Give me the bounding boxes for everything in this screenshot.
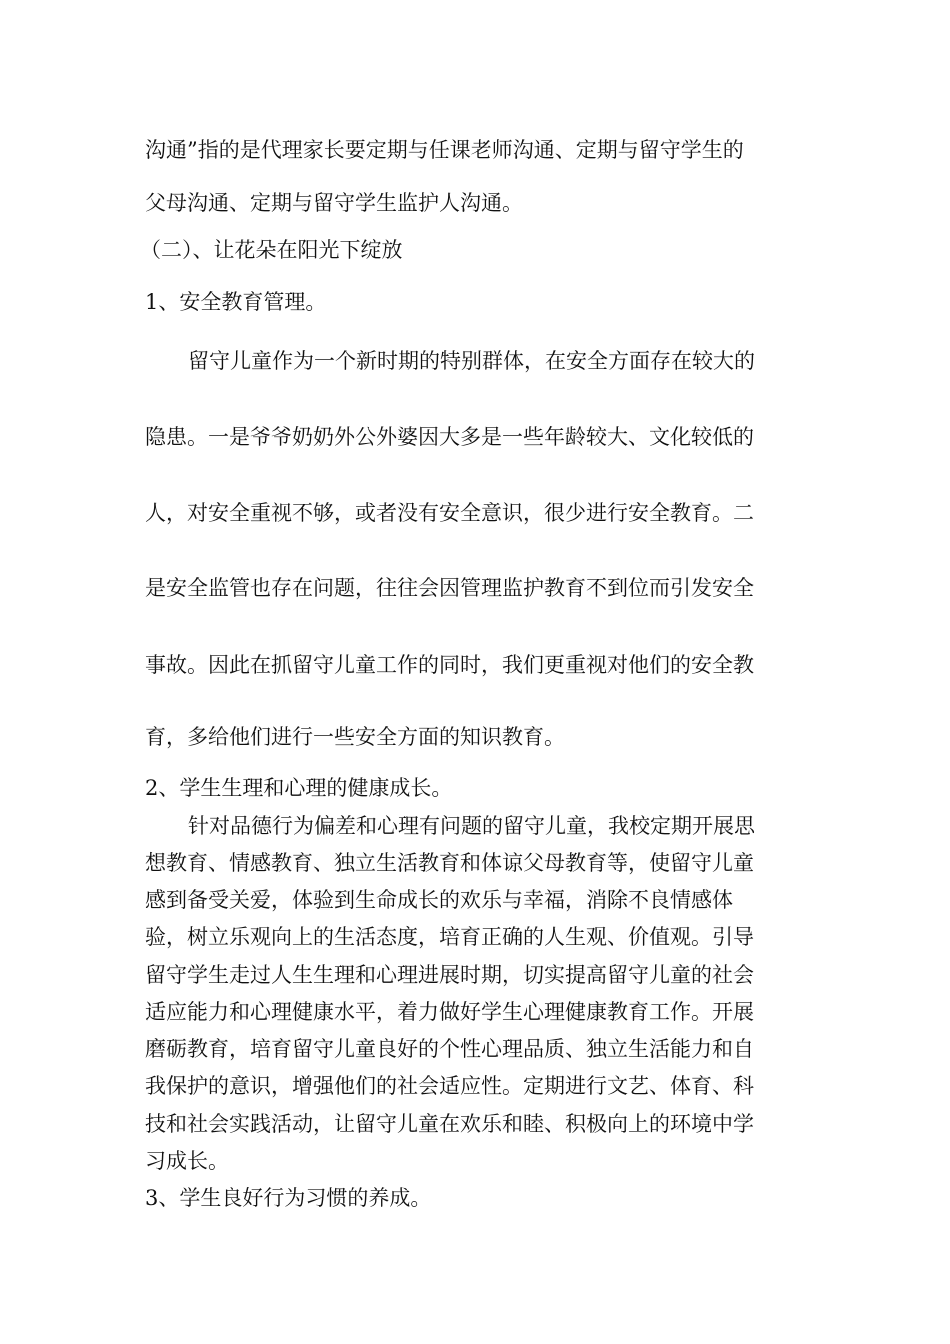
text-line-2: 父母沟通、定期与留守学生监护人沟通。 (145, 191, 523, 215)
section-heading: （二）、让花朵在阳光下绽放 (140, 238, 403, 262)
paragraph-line-13: 磨砺教育，培育留守儿童良好的个性心理品质、独立生活能力和自 (145, 1037, 754, 1061)
paragraph-line-8: 想教育、情感教育、独立生活教育和体谅父母教育等，使留守儿童 (145, 851, 754, 875)
paragraph-line-4: 是安全监管也存在问题，往往会因管理监护教育不到位而引发安全 (145, 576, 754, 600)
paragraph-line-10: 验，树立乐观向上的生活态度，培育正确的人生观、价值观。引导 (145, 925, 754, 949)
paragraph-line-2: 隐患。一是爷爷奶奶外公外婆因大多是一些年龄较大、文化较低的 (145, 425, 754, 449)
paragraph-line-14: 我保护的意识，增强他们的社会适应性。定期进行文艺、体育、科 (145, 1074, 754, 1098)
paragraph-line-11: 留守学生走过人生生理和心理进展时期，切实提高留守儿童的社会 (145, 963, 754, 987)
text-line-1: 沟通”指的是代理家长要定期与任课老师沟通、定期与留守学生的 (145, 138, 744, 162)
subsection-heading-3: 3、学生良好行为习惯的养成。 (145, 1186, 432, 1210)
paragraph-line-6: 育，多给他们进行一些安全方面的知识教育。 (145, 725, 565, 749)
subsection-heading-1: 1、安全教育管理。 (145, 290, 327, 314)
paragraph-line-12: 适应能力和心理健康水平，着力做好学生心理健康教育工作。开展 (145, 1000, 754, 1024)
paragraph-line-16: 习成长。 (145, 1149, 229, 1173)
paragraph-line-15: 技和社会实践活动，让留守儿童在欢乐和睦、积极向上的环境中学 (145, 1112, 754, 1136)
paragraph-line-7: 针对品德行为偏差和心理有问题的留守儿童，我校定期开展思 (188, 814, 755, 838)
paragraph-line-3: 人，对安全重视不够，或者没有安全意识，很少进行安全教育。二 (145, 501, 754, 525)
paragraph-line-5: 事故。因此在抓留守儿童工作的同时，我们更重视对他们的安全教 (145, 653, 754, 677)
paragraph-line-1: 留守儿童作为一个新时期的特别群体，在安全方面存在较大的 (188, 349, 755, 373)
subsection-heading-2: 2、学生生理和心理的健康成长。 (145, 776, 453, 800)
paragraph-line-9: 感到备受关爱，体验到生命成长的欢乐与幸福，消除不良情感体 (145, 888, 733, 912)
